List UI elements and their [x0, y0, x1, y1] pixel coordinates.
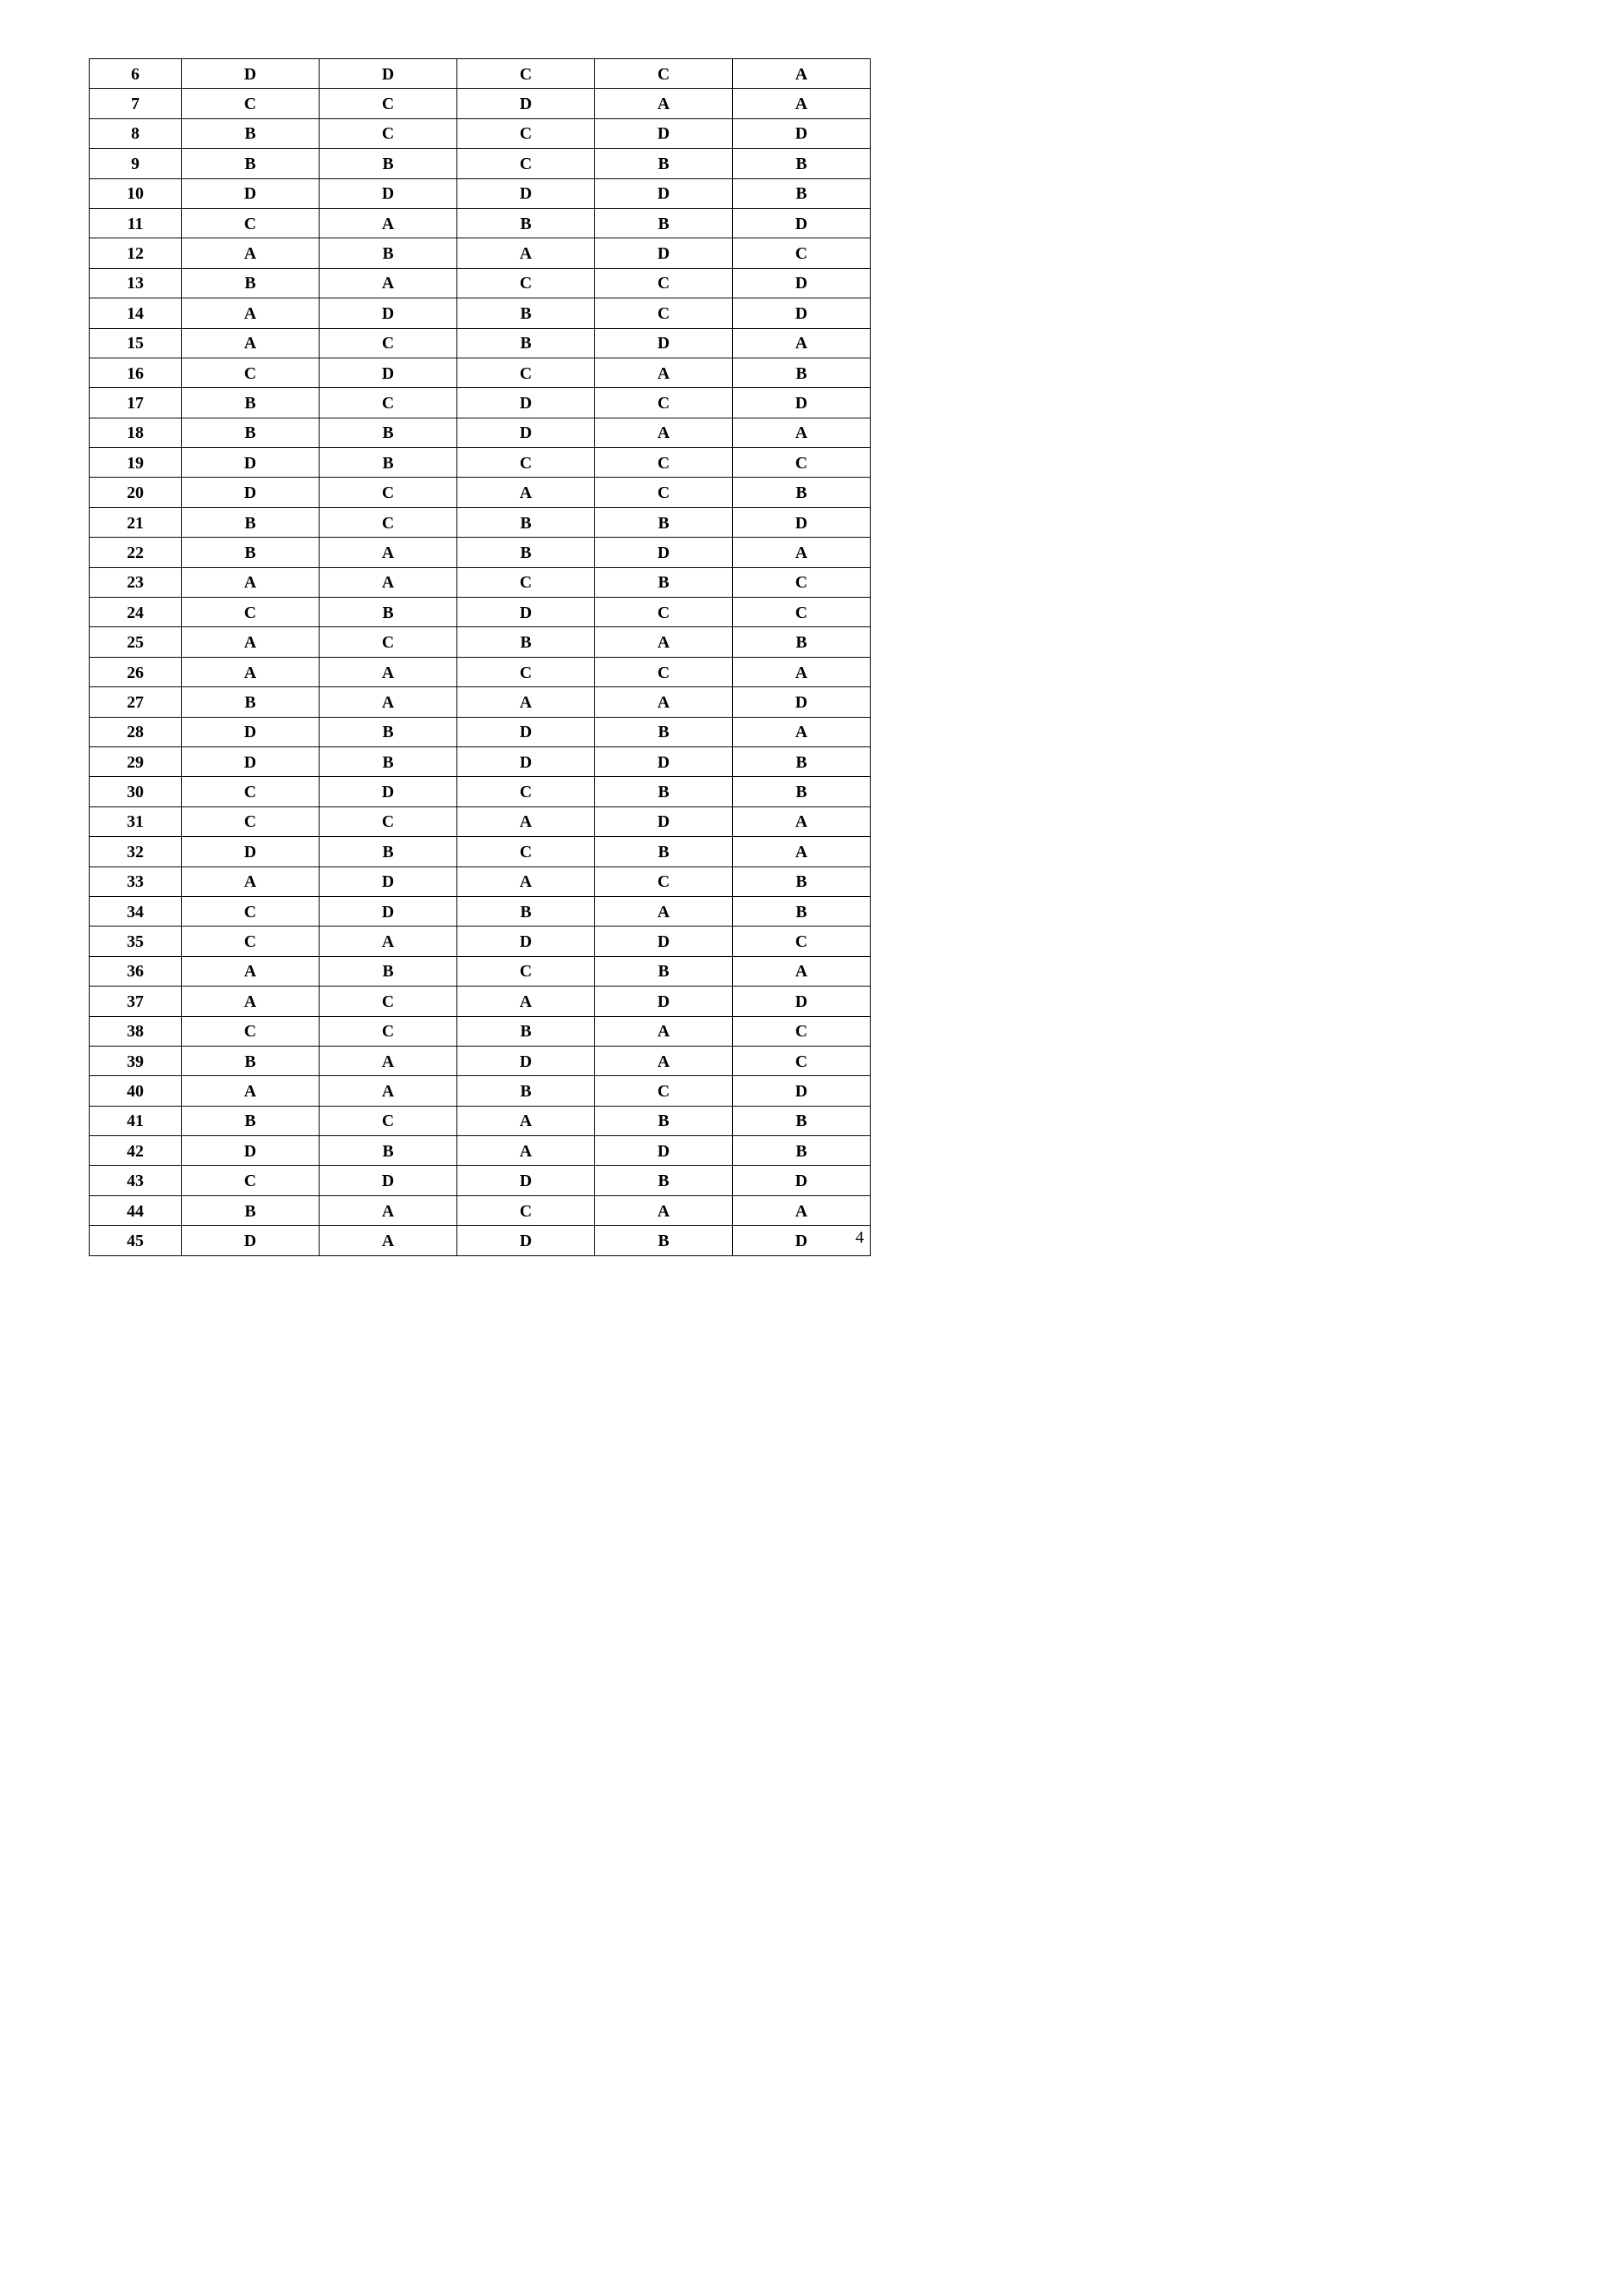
table-row — [90, 1016, 871, 1046]
question-number-cell: 34 — [90, 896, 182, 926]
table-row — [90, 1195, 871, 1225]
answer-cell: D — [457, 746, 595, 776]
answer-cell: C — [182, 806, 320, 836]
answer-cell: A — [182, 956, 320, 986]
answer-cell: D — [595, 746, 733, 776]
answer-cell: A — [595, 627, 733, 657]
answer-cell: D — [320, 358, 457, 387]
answer-cell: B — [182, 507, 320, 537]
answer-cell: B — [457, 1016, 595, 1046]
table-row — [90, 328, 871, 358]
answer-cell: A — [320, 268, 457, 298]
answer-cell: D — [595, 238, 733, 268]
answer-cell: B — [733, 478, 871, 507]
question-number-cell: 30 — [90, 777, 182, 806]
answer-cell: C — [320, 806, 457, 836]
answer-key-body — [90, 59, 871, 1256]
answer-cell: B — [595, 777, 733, 806]
answer-cell: D — [182, 478, 320, 507]
answer-cell: D — [595, 806, 733, 836]
question-number-cell: 38 — [90, 1016, 182, 1046]
table-row — [90, 1136, 871, 1166]
answer-cell: B — [320, 149, 457, 178]
question-number-cell: 10 — [90, 178, 182, 208]
answer-cell: D — [595, 538, 733, 567]
table-row — [90, 956, 871, 986]
question-number-cell: 33 — [90, 866, 182, 896]
answer-cell: B — [733, 896, 871, 926]
answer-cell: C — [320, 89, 457, 118]
answer-cell: B — [182, 1195, 320, 1225]
answer-cell: A — [457, 1106, 595, 1135]
answer-cell: A — [733, 89, 871, 118]
answer-cell: B — [457, 538, 595, 567]
table-row — [90, 987, 871, 1016]
answer-cell: C — [320, 328, 457, 358]
table-row — [90, 746, 871, 776]
answer-cell: C — [182, 89, 320, 118]
answer-key-table — [89, 58, 871, 1256]
answer-cell: A — [182, 298, 320, 328]
answer-cell: B — [595, 956, 733, 986]
question-number-cell: 17 — [90, 388, 182, 418]
answer-cell: D — [320, 1166, 457, 1195]
answer-cell: A — [182, 657, 320, 686]
table-row — [90, 1076, 871, 1106]
table-row — [90, 89, 871, 118]
answer-cell: A — [733, 1195, 871, 1225]
answer-cell: C — [320, 627, 457, 657]
answer-cell: A — [320, 1226, 457, 1255]
answer-cell: A — [320, 687, 457, 717]
answer-cell: D — [595, 927, 733, 956]
table-row — [90, 388, 871, 418]
answer-cell: D — [457, 927, 595, 956]
answer-cell: B — [320, 238, 457, 268]
question-number-cell: 11 — [90, 208, 182, 238]
table-row — [90, 777, 871, 806]
answer-cell: B — [320, 717, 457, 746]
answer-cell: A — [457, 478, 595, 507]
answer-cell: D — [457, 1166, 595, 1195]
answer-cell: A — [733, 538, 871, 567]
question-number-cell: 42 — [90, 1136, 182, 1166]
question-number-cell: 27 — [90, 687, 182, 717]
answer-cell: C — [320, 1016, 457, 1046]
table-row — [90, 806, 871, 836]
answer-cell: A — [320, 1195, 457, 1225]
answer-cell: C — [182, 777, 320, 806]
answer-cell: D — [595, 178, 733, 208]
answer-cell: A — [595, 687, 733, 717]
answer-cell: B — [457, 328, 595, 358]
question-number-cell: 12 — [90, 238, 182, 268]
answer-cell: B — [733, 149, 871, 178]
question-number-cell: 24 — [90, 598, 182, 627]
table-row — [90, 268, 871, 298]
answer-cell: C — [595, 478, 733, 507]
answer-cell: C — [320, 507, 457, 537]
answer-cell: A — [457, 238, 595, 268]
table-row — [90, 507, 871, 537]
answer-cell: A — [320, 208, 457, 238]
answer-cell: C — [182, 1016, 320, 1046]
answer-cell: C — [733, 567, 871, 597]
answer-cell: D — [182, 448, 320, 478]
answer-cell: D — [457, 1046, 595, 1075]
answer-cell: B — [595, 567, 733, 597]
question-number-cell: 28 — [90, 717, 182, 746]
answer-cell: B — [320, 956, 457, 986]
answer-cell: D — [457, 598, 595, 627]
answer-cell: D — [733, 507, 871, 537]
table-row — [90, 1046, 871, 1075]
question-number-cell: 22 — [90, 538, 182, 567]
question-number-cell: 13 — [90, 268, 182, 298]
answer-cell: C — [457, 448, 595, 478]
table-row — [90, 478, 871, 507]
answer-cell: C — [595, 866, 733, 896]
answer-cell: D — [182, 178, 320, 208]
answer-cell: C — [182, 598, 320, 627]
answer-cell: C — [733, 927, 871, 956]
question-number-cell: 29 — [90, 746, 182, 776]
table-row — [90, 298, 871, 328]
question-number-cell: 36 — [90, 956, 182, 986]
answer-cell: A — [457, 806, 595, 836]
table-row — [90, 238, 871, 268]
answer-cell: C — [457, 358, 595, 387]
answer-cell: D — [182, 837, 320, 866]
table-row — [90, 538, 871, 567]
question-number-cell: 18 — [90, 418, 182, 447]
answer-cell: A — [595, 896, 733, 926]
answer-cell: B — [182, 538, 320, 567]
answer-cell: B — [182, 388, 320, 418]
question-number-cell: 15 — [90, 328, 182, 358]
answer-cell: D — [320, 866, 457, 896]
answer-cell: B — [595, 149, 733, 178]
answer-cell: A — [733, 657, 871, 686]
question-number-cell: 41 — [90, 1106, 182, 1135]
answer-cell: D — [182, 717, 320, 746]
answer-cell: A — [320, 1046, 457, 1075]
answer-cell: D — [595, 118, 733, 148]
answer-cell: C — [595, 657, 733, 686]
table-row — [90, 358, 871, 387]
answer-cell: B — [182, 1046, 320, 1075]
answer-cell: C — [733, 238, 871, 268]
answer-cell: C — [733, 1046, 871, 1075]
answer-cell: D — [320, 896, 457, 926]
answer-cell: A — [182, 627, 320, 657]
answer-cell: C — [320, 118, 457, 148]
answer-cell: C — [595, 268, 733, 298]
answer-cell: D — [595, 987, 733, 1016]
answer-cell: B — [733, 358, 871, 387]
answer-cell: B — [733, 1106, 871, 1135]
answer-cell: C — [595, 59, 733, 89]
answer-cell: A — [733, 956, 871, 986]
answer-cell: B — [457, 208, 595, 238]
answer-cell: A — [320, 567, 457, 597]
answer-cell: C — [595, 388, 733, 418]
answer-cell: C — [320, 388, 457, 418]
answer-cell: B — [595, 1106, 733, 1135]
question-number-cell: 8 — [90, 118, 182, 148]
answer-cell: A — [457, 987, 595, 1016]
table-row — [90, 687, 871, 717]
answer-cell: B — [320, 448, 457, 478]
answer-cell: C — [733, 598, 871, 627]
answer-cell: C — [733, 1016, 871, 1046]
answer-cell: C — [457, 777, 595, 806]
answer-cell: D — [733, 208, 871, 238]
question-number-cell: 37 — [90, 987, 182, 1016]
table-row — [90, 837, 871, 866]
answer-cell: B — [457, 298, 595, 328]
answer-cell: A — [320, 1076, 457, 1106]
answer-cell: C — [457, 268, 595, 298]
answer-cell: B — [182, 418, 320, 447]
answer-cell: B — [182, 1106, 320, 1135]
answer-cell: A — [182, 987, 320, 1016]
answer-cell: D — [320, 777, 457, 806]
answer-cell: B — [182, 149, 320, 178]
answer-cell: B — [182, 118, 320, 148]
answer-cell: D — [320, 59, 457, 89]
answer-cell: C — [595, 1076, 733, 1106]
answer-cell: B — [733, 178, 871, 208]
answer-cell: C — [320, 987, 457, 1016]
answer-cell: A — [595, 418, 733, 447]
answer-cell: C — [457, 1195, 595, 1225]
table-row — [90, 627, 871, 657]
answer-cell: A — [595, 358, 733, 387]
answer-cell: A — [457, 687, 595, 717]
answer-cell: A — [182, 238, 320, 268]
table-row — [90, 717, 871, 746]
answer-cell: B — [733, 746, 871, 776]
answer-cell: C — [182, 896, 320, 926]
answer-cell: D — [733, 1166, 871, 1195]
question-number-cell: 23 — [90, 567, 182, 597]
table-row — [90, 149, 871, 178]
answer-cell: B — [320, 746, 457, 776]
table-row — [90, 118, 871, 148]
answer-cell: B — [320, 1136, 457, 1166]
table-row — [90, 567, 871, 597]
answer-cell: D — [595, 1136, 733, 1166]
table-row — [90, 178, 871, 208]
document-page — [0, 0, 937, 1326]
question-number-cell: 20 — [90, 478, 182, 507]
answer-cell: C — [182, 1166, 320, 1195]
table-row — [90, 59, 871, 89]
answer-cell: D — [182, 1226, 320, 1255]
answer-cell: B — [733, 777, 871, 806]
question-number-cell: 14 — [90, 298, 182, 328]
answer-cell: C — [595, 598, 733, 627]
answer-cell: D — [182, 59, 320, 89]
answer-cell: D — [733, 268, 871, 298]
question-number-cell: 32 — [90, 837, 182, 866]
answer-cell: B — [320, 418, 457, 447]
answer-cell: A — [733, 418, 871, 447]
answer-cell: D — [457, 418, 595, 447]
answer-cell: B — [320, 598, 457, 627]
question-number-cell: 43 — [90, 1166, 182, 1195]
answer-cell: D — [457, 1226, 595, 1255]
answer-cell: C — [733, 448, 871, 478]
answer-cell: A — [320, 538, 457, 567]
answer-cell: A — [733, 837, 871, 866]
answer-cell: A — [182, 1076, 320, 1106]
table-row — [90, 598, 871, 627]
table-row — [90, 896, 871, 926]
answer-cell: B — [457, 627, 595, 657]
answer-cell: A — [733, 717, 871, 746]
answer-cell: D — [733, 298, 871, 328]
answer-cell: D — [733, 1076, 871, 1106]
answer-cell: D — [733, 687, 871, 717]
answer-cell: B — [457, 1076, 595, 1106]
question-number-cell: 21 — [90, 507, 182, 537]
question-number-cell: 40 — [90, 1076, 182, 1106]
answer-cell: A — [182, 866, 320, 896]
answer-cell: C — [320, 1106, 457, 1135]
answer-cell: D — [182, 1136, 320, 1166]
question-number-cell: 16 — [90, 358, 182, 387]
table-row — [90, 1106, 871, 1135]
answer-cell: B — [733, 627, 871, 657]
answer-cell: B — [182, 687, 320, 717]
answer-cell: A — [595, 1046, 733, 1075]
answer-cell: A — [182, 567, 320, 597]
answer-cell: C — [457, 149, 595, 178]
answer-cell: D — [320, 298, 457, 328]
answer-cell: B — [457, 507, 595, 537]
answer-cell: A — [733, 328, 871, 358]
answer-cell: A — [320, 927, 457, 956]
answer-cell: D — [457, 89, 595, 118]
answer-cell: C — [320, 478, 457, 507]
table-row — [90, 927, 871, 956]
answer-cell: C — [182, 927, 320, 956]
table-row — [90, 208, 871, 238]
answer-cell: C — [595, 448, 733, 478]
table-row — [90, 866, 871, 896]
answer-cell: A — [320, 657, 457, 686]
answer-cell: D — [733, 118, 871, 148]
answer-cell: B — [595, 208, 733, 238]
question-number-cell: 7 — [90, 89, 182, 118]
answer-cell: C — [595, 298, 733, 328]
answer-cell: B — [595, 717, 733, 746]
answer-cell: D — [733, 1226, 871, 1255]
answer-cell: A — [182, 328, 320, 358]
answer-cell: A — [595, 89, 733, 118]
answer-cell: D — [457, 388, 595, 418]
table-row — [90, 1166, 871, 1195]
answer-cell: C — [457, 118, 595, 148]
answer-cell: C — [457, 59, 595, 89]
answer-cell: C — [457, 956, 595, 986]
answer-cell: C — [182, 358, 320, 387]
question-number-cell: 9 — [90, 149, 182, 178]
answer-cell: A — [595, 1195, 733, 1225]
answer-cell: B — [182, 268, 320, 298]
question-number-cell: 45 — [90, 1226, 182, 1255]
answer-cell: A — [733, 59, 871, 89]
answer-cell: C — [457, 567, 595, 597]
answer-cell: D — [457, 178, 595, 208]
question-number-cell: 6 — [90, 59, 182, 89]
answer-cell: B — [595, 837, 733, 866]
answer-cell: D — [457, 717, 595, 746]
page-number: 4 — [855, 1228, 864, 1247]
answer-cell: D — [733, 388, 871, 418]
answer-cell: C — [457, 657, 595, 686]
question-number-cell: 25 — [90, 627, 182, 657]
answer-cell: B — [320, 837, 457, 866]
answer-cell: A — [457, 866, 595, 896]
table-row — [90, 1226, 871, 1255]
answer-cell: B — [595, 1226, 733, 1255]
answer-cell: B — [733, 1136, 871, 1166]
answer-cell: B — [595, 507, 733, 537]
answer-cell: D — [182, 746, 320, 776]
answer-cell: D — [733, 987, 871, 1016]
question-number-cell: 26 — [90, 657, 182, 686]
question-number-cell: 35 — [90, 927, 182, 956]
answer-cell: B — [457, 896, 595, 926]
question-number-cell: 19 — [90, 448, 182, 478]
answer-cell: A — [595, 1016, 733, 1046]
question-number-cell: 44 — [90, 1195, 182, 1225]
answer-cell: C — [182, 208, 320, 238]
answer-cell: D — [595, 328, 733, 358]
answer-cell: D — [320, 178, 457, 208]
answer-cell: A — [457, 1136, 595, 1166]
table-row — [90, 657, 871, 686]
answer-cell: C — [457, 837, 595, 866]
question-number-cell: 31 — [90, 806, 182, 836]
table-row — [90, 418, 871, 447]
answer-cell: A — [733, 806, 871, 836]
question-number-cell: 39 — [90, 1046, 182, 1075]
table-row — [90, 448, 871, 478]
answer-cell: B — [733, 866, 871, 896]
answer-cell: B — [595, 1166, 733, 1195]
